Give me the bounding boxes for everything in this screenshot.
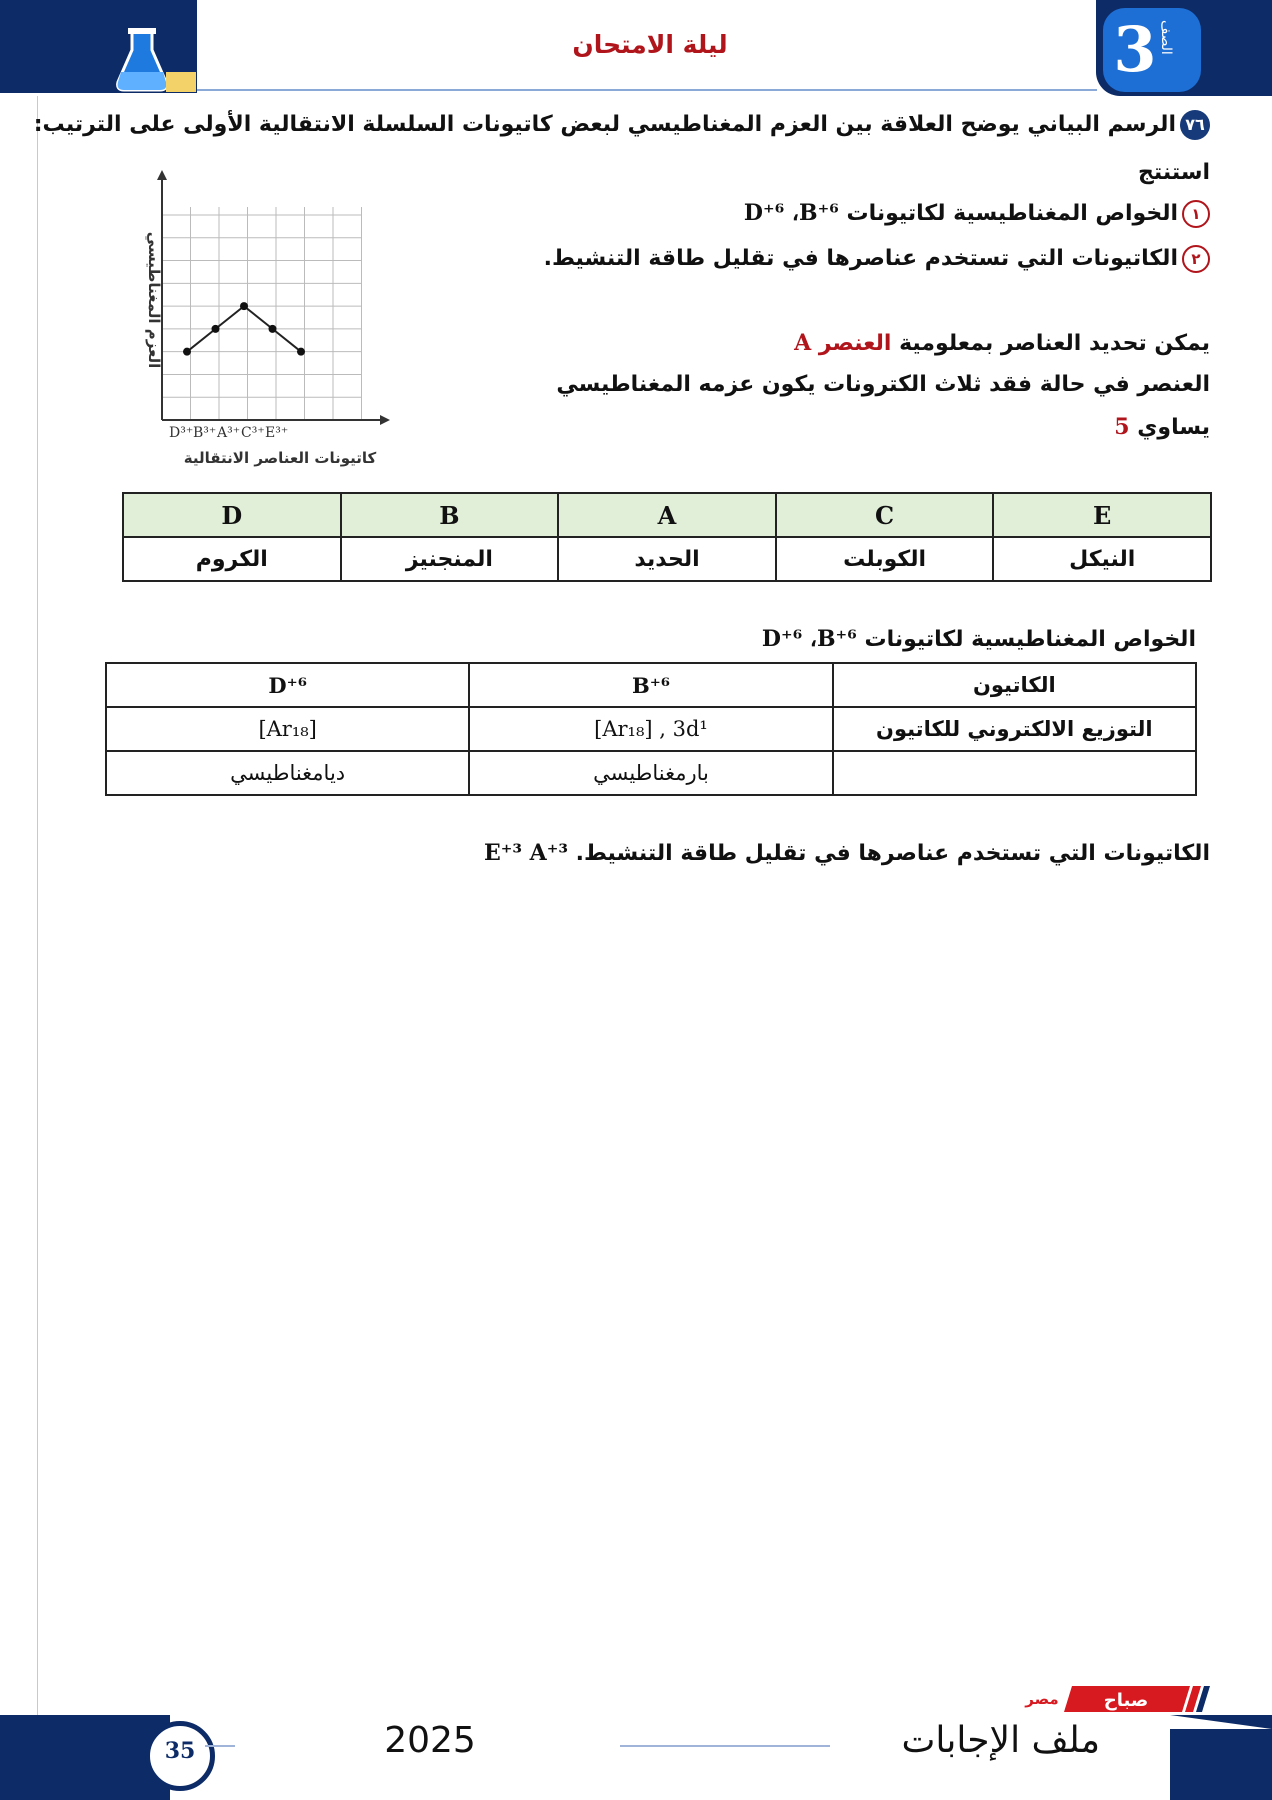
heading-ions: D⁺⁶ ،B⁺⁶	[761, 626, 857, 652]
grade-label: الصف	[1158, 20, 1174, 55]
final-answer: الكاتيونات التي تستخدم عناصرها في تقليل طاقة التنشيط. E⁺³ A⁺³	[483, 840, 1210, 866]
item-number: ٢	[1182, 245, 1210, 273]
answer-line-2: العنصر في حالة فقد ثلاث الكترونات يكون عزمه المغناطيسي	[556, 372, 1210, 397]
table-cell: التوزيع الالكتروني للكاتيون	[833, 707, 1196, 751]
header-left-block	[0, 0, 197, 93]
table-cell: B⁺⁶	[469, 663, 832, 707]
table-cell: ديامغناطيسي	[106, 751, 469, 795]
question-item-2	[544, 245, 1210, 273]
highlight-word: العنصر	[818, 331, 892, 356]
table-cell: [Ar₁₈] , 3d¹	[469, 707, 832, 751]
item-text: الخواص المغناطيسية لكاتيونات	[838, 201, 1178, 226]
question-stem	[34, 110, 1210, 140]
table-cell: C	[776, 493, 994, 537]
magnetic-moment-chart	[125, 170, 395, 470]
magnetic-heading: الخواص المغناطيسية لكاتيونات D⁺⁶ ،B⁺⁶	[761, 626, 1196, 652]
chart-tick-labels	[169, 425, 288, 441]
element-letter: A	[794, 330, 812, 356]
table-cell: E	[993, 493, 1211, 537]
answer-line-1: يمكن تحديد العناصر بمعلومية العنصر A	[794, 330, 1210, 356]
table-cell: النيكل	[993, 537, 1211, 581]
footer-file-label: ملف الإجابات	[901, 1720, 1100, 1761]
question-number: ٧٦	[1180, 110, 1210, 140]
final-ions: E⁺³ A⁺³	[483, 840, 568, 866]
table-cell: D⁺⁶	[106, 663, 469, 707]
table-cell: الكوبلت	[776, 537, 994, 581]
tick-label-4: E³⁺	[265, 425, 289, 441]
table-cell: الكاتيون	[833, 663, 1196, 707]
logo-text: صباح	[1103, 1690, 1149, 1711]
footer-rule	[620, 1745, 830, 1747]
item-text: الكاتيونات التي تستخدم عناصرها في تقليل طاقة التنشيط.	[543, 246, 1178, 271]
answer-line-3: يساوي 5	[1114, 414, 1210, 440]
chart-ylabel: العزم المغناطيسي	[145, 231, 163, 369]
cation-table	[105, 662, 1197, 796]
x-axis-arrow	[380, 415, 390, 425]
grade-number: 3	[1113, 13, 1157, 86]
data-point-2	[240, 302, 248, 310]
site-logo	[1020, 1682, 1210, 1716]
y-axis-arrow	[157, 170, 167, 180]
item-number: ١	[1182, 200, 1210, 228]
header-rule	[197, 89, 1097, 91]
item-ions: D⁺⁶ ،B⁺⁶	[743, 200, 839, 226]
page-title: ليلة الامتحان	[572, 30, 728, 59]
tick-label-3: C³⁺	[241, 425, 265, 441]
margin-line	[37, 96, 38, 1716]
table-cell: A	[558, 493, 776, 537]
footer-right-notch	[1170, 1715, 1272, 1729]
table-cell-empty	[833, 751, 1196, 795]
data-point-1	[212, 325, 220, 333]
table-cell: [Ar₁₈]	[106, 707, 469, 751]
question-item-1	[744, 200, 1210, 228]
tick-label-0: D³⁺	[169, 425, 194, 441]
tick-label-1: B³⁺	[193, 425, 217, 441]
table-cell: المنجنيز	[341, 537, 559, 581]
question-text: الرسم البياني يوضح العلاقة بين العزم المغناطيسي لبعض كاتيونات السلسلة الانتقالية الأولى على الترتيب:	[33, 112, 1176, 137]
moment-value: 5	[1114, 414, 1130, 440]
footer-rule-left	[205, 1745, 235, 1747]
data-point-4	[297, 348, 305, 356]
table-cell: B	[341, 493, 559, 537]
flask-icon	[0, 0, 197, 93]
footer-year: 2025	[384, 1720, 476, 1761]
table-cell: D	[123, 493, 341, 537]
chart-xlabel: كاتيونات العناصر الانتقالية	[183, 449, 377, 467]
logo-text-2: مصر	[1025, 1690, 1059, 1708]
data-point-3	[269, 325, 277, 333]
tick-label-2: A³⁺	[217, 425, 241, 441]
chart-grid	[162, 207, 362, 420]
data-point-0	[183, 348, 191, 356]
table-cell: الكروم	[123, 537, 341, 581]
page-number: 35	[164, 1738, 196, 1764]
elements-table	[122, 492, 1212, 582]
question-instruction: استنتج	[1138, 160, 1210, 185]
table-cell: الحديد	[558, 537, 776, 581]
table-cell: بارمغناطيسي	[469, 751, 832, 795]
